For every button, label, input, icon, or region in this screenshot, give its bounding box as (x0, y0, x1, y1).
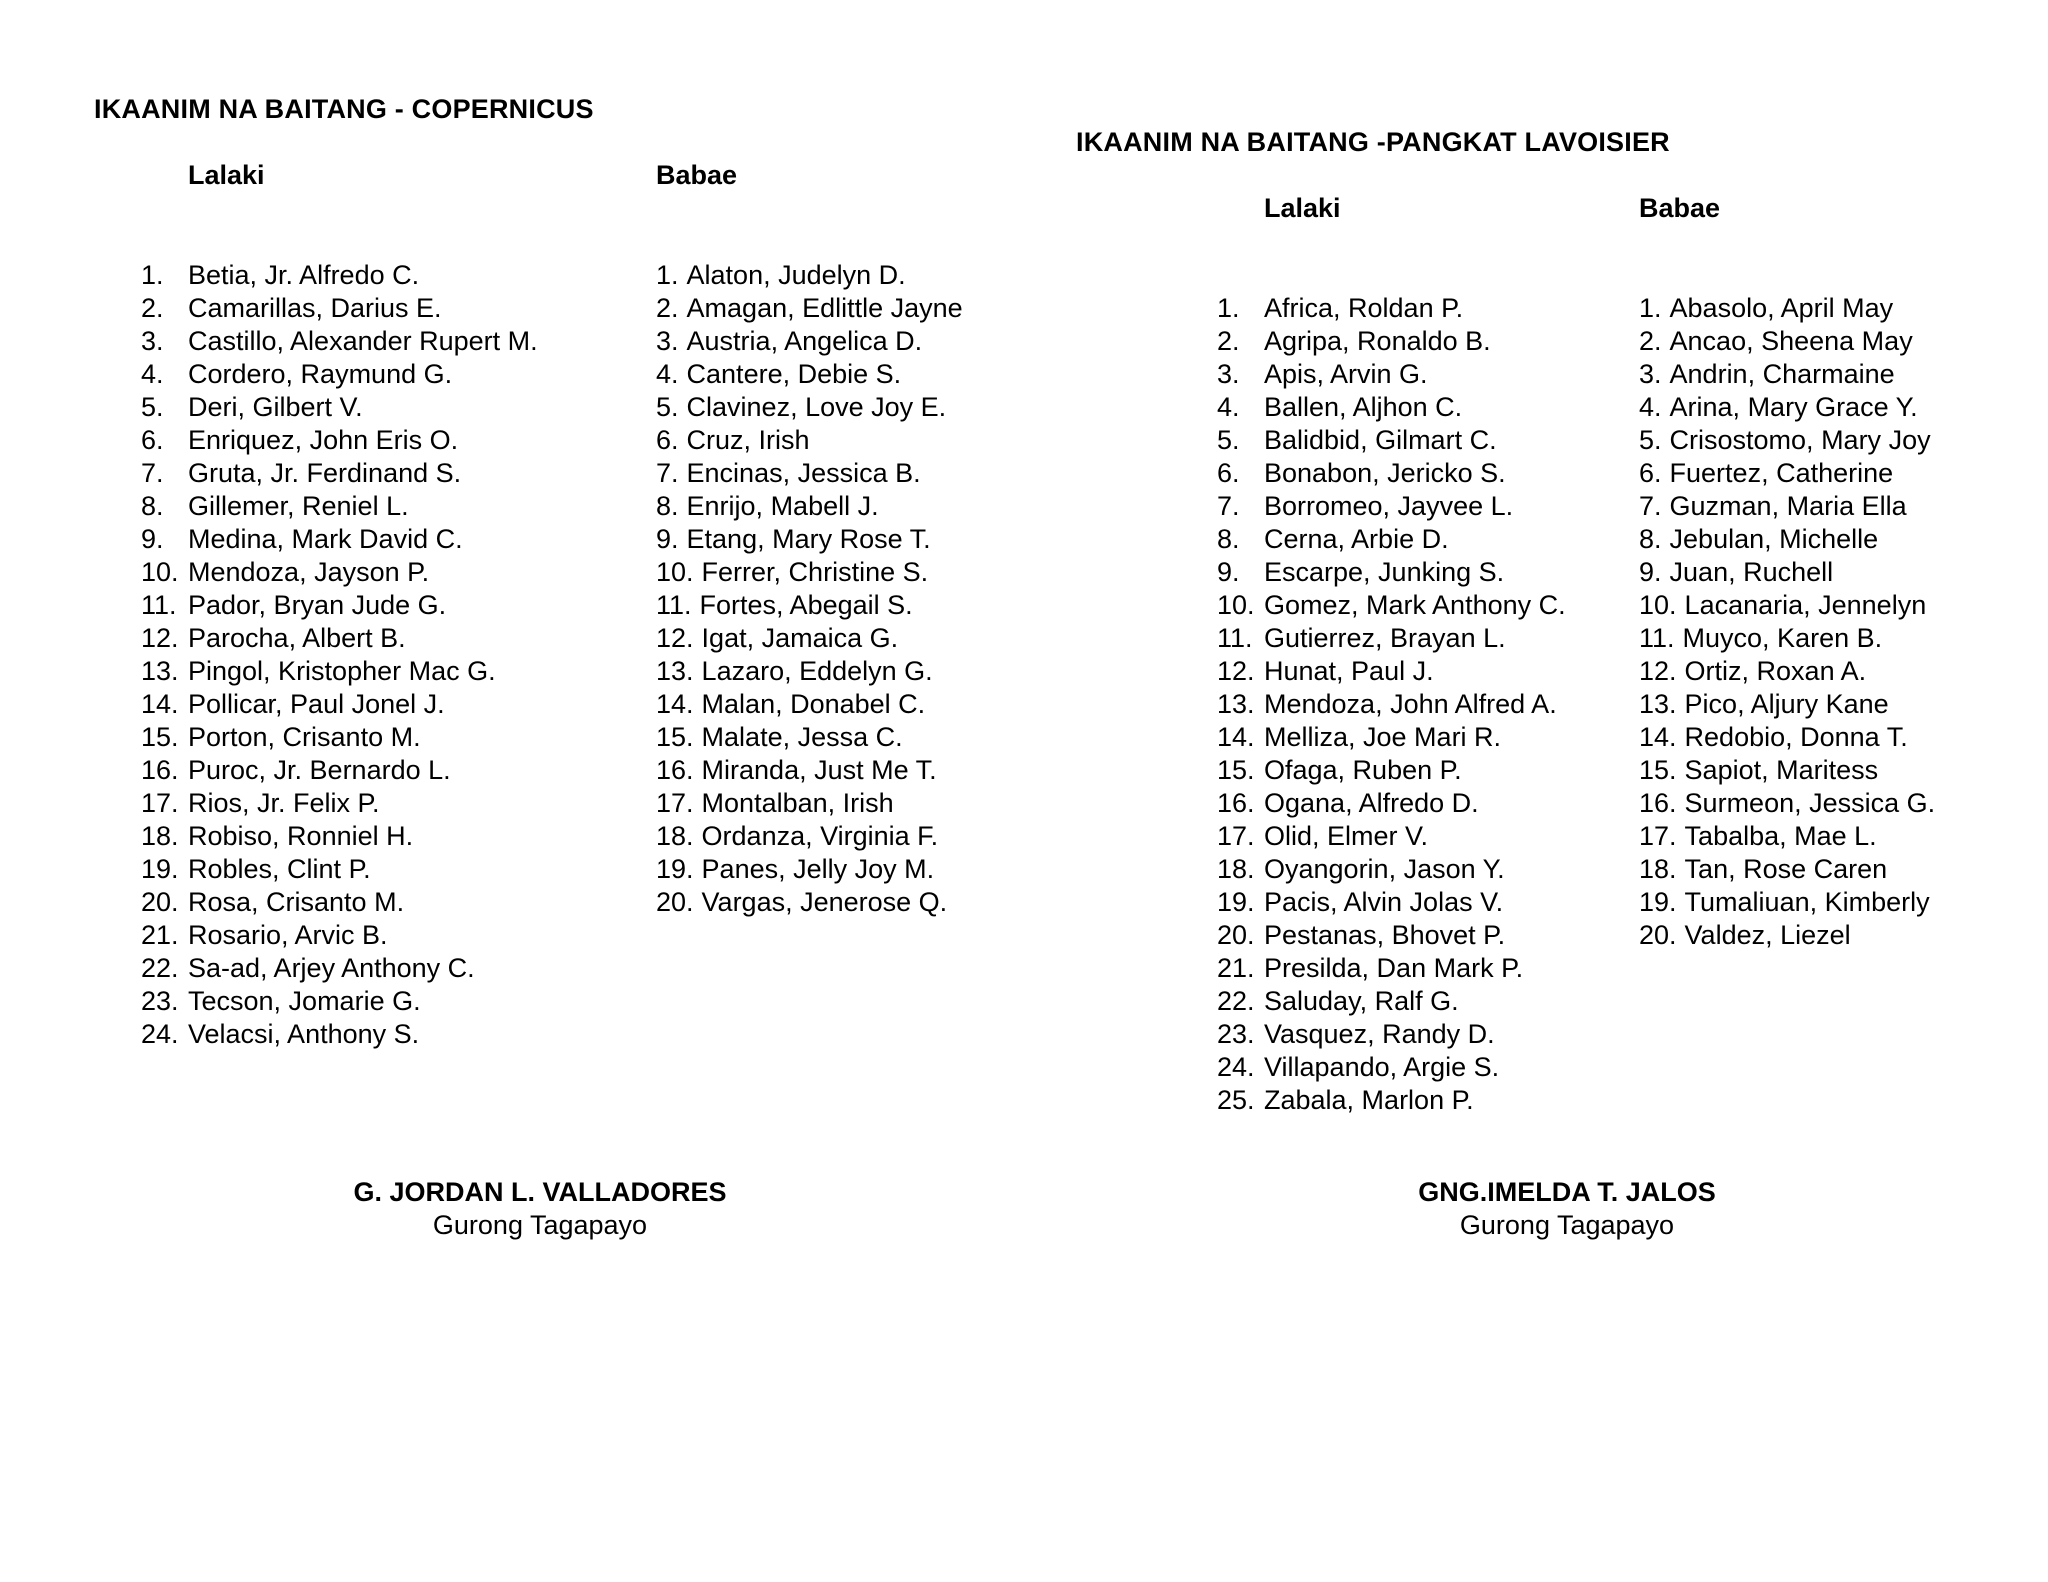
list-item-name: Etang, Mary Rose T. (686, 524, 931, 554)
list-item-number: 5. (1639, 425, 1662, 455)
copernicus-girls-label: Babae (656, 160, 738, 190)
list-item-number: 15. (656, 722, 694, 752)
list-item-number: 8. (656, 491, 679, 521)
list-item-number: 12. (1217, 656, 1255, 686)
list-item (141, 1018, 601, 1051)
list-item (141, 886, 601, 919)
list-item-name: Oyangorin, Jason Y. (1264, 854, 1505, 884)
list-item-name: Balidbid, Gilmart C. (1264, 425, 1497, 455)
lavoisier-adviser-name: GNG.IMELDA T. JALOS (1418, 1177, 1716, 1207)
list-item-name: Sapiot, Maritess (1684, 755, 1879, 785)
list-item-name: Gillemer, Reniel L. (188, 491, 409, 521)
list-item (1217, 490, 1617, 523)
list-item-number: 2. (656, 293, 679, 323)
list-item (656, 490, 1036, 523)
list-item (141, 787, 601, 820)
list-item-number: 1. (656, 260, 679, 290)
list-item-name: Parocha, Albert B. (188, 623, 406, 653)
list-item-number: 23. (141, 986, 179, 1016)
list-item-number: 17. (656, 788, 694, 818)
list-item (1639, 325, 1999, 358)
list-item-name: Lacanaria, Jennelyn (1684, 590, 1927, 620)
list-item-number: 1. (141, 260, 164, 290)
list-item-name: Ballen, Aljhon C. (1264, 392, 1463, 422)
list-item-number: 8. (1217, 524, 1240, 554)
list-item-number: 14. (1217, 722, 1255, 752)
list-item-name: Pollicar, Paul Jonel J. (188, 689, 445, 719)
list-item (141, 556, 601, 589)
list-item-number: 17. (1639, 821, 1677, 851)
list-item-name: Malate, Jessa C. (701, 722, 903, 752)
list-item (1217, 391, 1617, 424)
list-item (656, 886, 1036, 919)
list-item (1639, 688, 1999, 721)
list-item-name: Mendoza, Jayson P. (188, 557, 430, 587)
list-item-number: 18. (1217, 854, 1255, 884)
list-item-name: Ortiz, Roxan A. (1684, 656, 1867, 686)
list-item-number: 14. (141, 689, 179, 719)
copernicus-boys-label: Lalaki (188, 160, 265, 190)
list-item-name: Presilda, Dan Mark P. (1264, 953, 1524, 983)
list-item-name: Tecson, Jomarie G. (188, 986, 421, 1016)
list-item-name: Mendoza, John Alfred A. (1264, 689, 1557, 719)
list-item (656, 754, 1036, 787)
list-item (656, 820, 1036, 853)
list-item (1217, 985, 1617, 1018)
list-item-name: Muyco, Karen B. (1682, 623, 1883, 653)
list-item-name: Robiso, Ronniel H. (188, 821, 414, 851)
list-item-name: Sa-ad, Arjey Anthony C. (188, 953, 475, 983)
copernicus-boys-list (141, 259, 601, 1051)
list-item-number: 4. (1639, 392, 1662, 422)
list-item-number: 4. (141, 359, 164, 389)
list-item (1217, 820, 1617, 853)
list-item-number: 2. (1639, 326, 1662, 356)
list-item-name: Olid, Elmer V. (1264, 821, 1429, 851)
list-item-name: Tabalba, Mae L. (1684, 821, 1877, 851)
list-item (656, 589, 1036, 622)
list-item-name: Valdez, Liezel (1684, 920, 1851, 950)
list-item (656, 325, 1036, 358)
list-item-name: Encinas, Jessica B. (686, 458, 921, 488)
list-item-number: 13. (1217, 689, 1255, 719)
list-item (141, 985, 601, 1018)
list-item (141, 655, 601, 688)
list-item-name: Guzman, Maria Ella (1669, 491, 1907, 521)
list-item (1639, 655, 1999, 688)
list-item (141, 358, 601, 391)
list-item-number: 9. (656, 524, 679, 554)
list-item-number: 11. (1639, 623, 1675, 653)
list-item-name: Fortes, Abegail S. (699, 590, 913, 620)
list-item (1639, 853, 1999, 886)
list-item (141, 853, 601, 886)
list-item (656, 721, 1036, 754)
list-item-number: 15. (141, 722, 179, 752)
list-item-name: Cantere, Debie S. (686, 359, 902, 389)
list-item-number: 7. (141, 458, 164, 488)
list-item-name: Alaton, Judelyn D. (686, 260, 906, 290)
list-item (656, 688, 1036, 721)
list-item-name: Arina, Mary Grace Y. (1669, 392, 1918, 422)
list-item-name: Enrijo, Mabell J. (686, 491, 879, 521)
list-item-name: Africa, Roldan P. (1264, 293, 1464, 323)
list-item-name: Apis, Arvin G. (1264, 359, 1428, 389)
list-item (656, 292, 1036, 325)
list-item-name: Redobio, Donna T. (1684, 722, 1908, 752)
lavoisier-boys-list (1217, 292, 1617, 1117)
copernicus-adviser-name: G. JORDAN L. VALLADORES (353, 1177, 727, 1207)
list-item-number: 3. (656, 326, 679, 356)
list-item (141, 490, 601, 523)
list-item-number: 10. (656, 557, 694, 587)
list-item (1217, 589, 1617, 622)
list-item-name: Amagan, Edlittle Jayne (686, 293, 963, 323)
list-item (1639, 721, 1999, 754)
list-item-number: 18. (656, 821, 694, 851)
list-item-number: 7. (656, 458, 679, 488)
list-item-name: Pacis, Alvin Jolas V. (1264, 887, 1504, 917)
list-item (141, 523, 601, 556)
list-item (141, 820, 601, 853)
list-item (1639, 391, 1999, 424)
list-item-number: 10. (141, 557, 179, 587)
list-item (1217, 952, 1617, 985)
list-item (656, 787, 1036, 820)
list-item (141, 292, 601, 325)
list-item (656, 391, 1036, 424)
list-item-name: Malan, Donabel C. (701, 689, 926, 719)
list-item-name: Clavinez, Love Joy E. (686, 392, 947, 422)
list-item-number: 4. (656, 359, 679, 389)
list-item-name: Zabala, Marlon P. (1264, 1085, 1474, 1115)
list-item-name: Lazaro, Eddelyn G. (701, 656, 933, 686)
list-item-number: 11. (1217, 623, 1253, 653)
list-item-number: 14. (656, 689, 694, 719)
list-item-name: Puroc, Jr. Bernardo L. (188, 755, 451, 785)
list-item (1639, 787, 1999, 820)
list-item-name: Robles, Clint P. (188, 854, 371, 884)
list-item (141, 391, 601, 424)
list-item-number: 4. (1217, 392, 1240, 422)
list-item-name: Pestanas, Bhovet P. (1264, 920, 1506, 950)
list-item-name: Enriquez, John Eris O. (188, 425, 459, 455)
list-item-name: Ferrer, Christine S. (701, 557, 929, 587)
copernicus-girls-list (656, 259, 1036, 919)
list-item-number: 15. (1639, 755, 1677, 785)
list-item-number: 5. (656, 392, 679, 422)
list-item-number: 20. (1639, 920, 1677, 950)
list-item-number: 13. (656, 656, 694, 686)
list-item (1217, 358, 1617, 391)
list-item-number: 5. (1217, 425, 1240, 455)
list-item-number: 19. (656, 854, 694, 884)
list-item-name: Velacsi, Anthony S. (188, 1019, 420, 1049)
list-item-number: 12. (141, 623, 179, 653)
list-item (656, 655, 1036, 688)
list-item-number: 20. (656, 887, 694, 917)
list-item (1217, 292, 1617, 325)
list-item-number: 6. (1639, 458, 1662, 488)
list-item-number: 8. (141, 491, 164, 521)
list-item (1217, 622, 1617, 655)
list-item (141, 457, 601, 490)
list-item (1639, 589, 1999, 622)
list-item-number: 16. (1217, 788, 1255, 818)
list-item (656, 358, 1036, 391)
list-item-number: 19. (1217, 887, 1255, 917)
lavoisier-boys-label: Lalaki (1264, 193, 1341, 223)
list-item-name: Castillo, Alexander Rupert M. (188, 326, 538, 356)
list-item (1639, 292, 1999, 325)
list-item-name: Panes, Jelly Joy M. (701, 854, 935, 884)
list-item-name: Pico, Aljury Kane (1684, 689, 1889, 719)
list-item (141, 688, 601, 721)
list-item-name: Andrin, Charmaine (1669, 359, 1895, 389)
list-item (1639, 490, 1999, 523)
list-item-name: Juan, Ruchell (1669, 557, 1834, 587)
list-item-name: Pador, Bryan Jude G. (188, 590, 447, 620)
list-item-name: Cerna, Arbie D. (1264, 524, 1449, 554)
list-item-name: Vasquez, Randy D. (1264, 1019, 1495, 1049)
list-item-number: 17. (1217, 821, 1255, 851)
list-item-number: 10. (1639, 590, 1677, 620)
lavoisier-adviser-role: Gurong Tagapayo (1459, 1210, 1675, 1240)
list-item (141, 622, 601, 655)
list-item-name: Borromeo, Jayvee L. (1264, 491, 1514, 521)
list-item-number: 6. (1217, 458, 1240, 488)
list-item-number: 21. (141, 920, 179, 950)
list-item-number: 5. (141, 392, 164, 422)
list-item-name: Rios, Jr. Felix P. (188, 788, 380, 818)
list-item-number: 2. (141, 293, 164, 323)
list-item-number: 18. (1639, 854, 1677, 884)
list-item-name: Saluday, Ralf G. (1264, 986, 1459, 1016)
list-item (1217, 523, 1617, 556)
list-item-name: Porton, Crisanto M. (188, 722, 421, 752)
list-item (141, 424, 601, 457)
list-item-name: Deri, Gilbert V. (188, 392, 363, 422)
list-item-number: 3. (1217, 359, 1240, 389)
list-item-number: 9. (1639, 557, 1662, 587)
list-item-name: Austria, Angelica D. (686, 326, 923, 356)
list-item-name: Miranda, Just Me T. (701, 755, 937, 785)
list-item-number: 12. (1639, 656, 1677, 686)
copernicus-adviser (340, 1176, 740, 1242)
list-item (1639, 358, 1999, 391)
list-item (141, 754, 601, 787)
list-item (1639, 886, 1999, 919)
list-item-number: 3. (1639, 359, 1662, 389)
list-item-name: Montalban, Irish (701, 788, 894, 818)
list-item-name: Jebulan, Michelle (1669, 524, 1879, 554)
list-item (141, 325, 601, 358)
list-item-name: Betia, Jr. Alfredo C. (188, 260, 420, 290)
list-item-name: Gutierrez, Brayan L. (1264, 623, 1506, 653)
list-item-number: 6. (141, 425, 164, 455)
list-item-number: 20. (141, 887, 179, 917)
list-item-number: 11. (656, 590, 692, 620)
list-item-number: 16. (141, 755, 179, 785)
list-item-number: 15. (1217, 755, 1255, 785)
list-item (1639, 919, 1999, 952)
list-item-number: 21. (1217, 953, 1255, 983)
list-item (1217, 1018, 1617, 1051)
list-item-name: Melliza, Joe Mari R. (1264, 722, 1502, 752)
list-item-name: Surmeon, Jessica G. (1684, 788, 1936, 818)
list-item (1217, 457, 1617, 490)
list-item-name: Cordero, Raymund G. (188, 359, 453, 389)
list-item-number: 7. (1217, 491, 1240, 521)
list-item-number: 19. (1639, 887, 1677, 917)
list-item-name: Igat, Jamaica G. (701, 623, 899, 653)
list-item-number: 1. (1217, 293, 1240, 323)
list-item (656, 523, 1036, 556)
list-item-name: Ancao, Sheena May (1669, 326, 1913, 356)
list-item (1217, 688, 1617, 721)
list-item (1217, 325, 1617, 358)
list-item-number: 22. (141, 953, 179, 983)
list-item-number: 17. (141, 788, 179, 818)
list-item (1217, 1084, 1617, 1117)
list-item (141, 721, 601, 754)
list-item-number: 25. (1217, 1085, 1255, 1115)
list-item-number: 13. (141, 656, 179, 686)
list-item (1217, 1051, 1617, 1084)
list-item (656, 853, 1036, 886)
list-item-name: Rosario, Arvic B. (188, 920, 388, 950)
list-item-name: Ofaga, Ruben P. (1264, 755, 1462, 785)
list-item-number: 8. (1639, 524, 1662, 554)
list-item-name: Pingol, Kristopher Mac G. (188, 656, 496, 686)
list-item-number: 7. (1639, 491, 1662, 521)
list-item-number: 18. (141, 821, 179, 851)
list-item-number: 11. (141, 590, 177, 620)
list-item-name: Crisostomo, Mary Joy (1669, 425, 1931, 455)
list-item-number: 24. (141, 1019, 179, 1049)
list-item-name: Camarillas, Darius E. (188, 293, 442, 323)
list-item (1217, 424, 1617, 457)
list-item (141, 589, 601, 622)
list-item (656, 424, 1036, 457)
list-item-name: Bonabon, Jericko S. (1264, 458, 1506, 488)
list-item-name: Villapando, Argie S. (1264, 1052, 1500, 1082)
list-item-name: Gomez, Mark Anthony C. (1264, 590, 1566, 620)
list-item (1639, 754, 1999, 787)
list-item-name: Hunat, Paul J. (1264, 656, 1434, 686)
list-item (1639, 622, 1999, 655)
list-item (141, 259, 601, 292)
lavoisier-heading: IKAANIM NA BAITANG -PANGKAT LAVOISIER (1076, 127, 1670, 157)
list-item-number: 10. (1217, 590, 1255, 620)
list-item (656, 556, 1036, 589)
list-item (1217, 556, 1617, 589)
list-item-number: 9. (141, 524, 164, 554)
list-item-name: Escarpe, Junking S. (1264, 557, 1505, 587)
list-item-number: 22. (1217, 986, 1255, 1016)
list-item-number: 9. (1217, 557, 1240, 587)
list-item-name: Agripa, Ronaldo B. (1264, 326, 1491, 356)
list-item-name: Tumaliuan, Kimberly (1684, 887, 1930, 917)
list-item-number: 13. (1639, 689, 1677, 719)
lavoisier-adviser (1367, 1176, 1767, 1242)
list-item (1217, 853, 1617, 886)
list-item (1639, 556, 1999, 589)
list-item (1639, 457, 1999, 490)
list-item-name: Fuertez, Catherine (1669, 458, 1894, 488)
list-item (1217, 754, 1617, 787)
list-item-name: Rosa, Crisanto M. (188, 887, 405, 917)
list-item (1217, 655, 1617, 688)
list-item-number: 3. (141, 326, 164, 356)
list-item-name: Ordanza, Virginia F. (701, 821, 939, 851)
list-item-number: 14. (1639, 722, 1677, 752)
list-item (1217, 721, 1617, 754)
lavoisier-girls-list (1639, 292, 1999, 952)
list-item-name: Medina, Mark David C. (188, 524, 463, 554)
list-item (1217, 787, 1617, 820)
list-item-number: 23. (1217, 1019, 1255, 1049)
list-item-number: 6. (656, 425, 679, 455)
list-item (656, 622, 1036, 655)
list-item-number: 16. (1639, 788, 1677, 818)
list-item-number: 1. (1639, 293, 1662, 323)
list-item (656, 259, 1036, 292)
list-item (1639, 820, 1999, 853)
list-item-number: 24. (1217, 1052, 1255, 1082)
list-item-number: 2. (1217, 326, 1240, 356)
lavoisier-girls-label: Babae (1639, 193, 1721, 223)
list-item (1639, 523, 1999, 556)
list-item-number: 19. (141, 854, 179, 884)
list-item-name: Abasolo, April May (1669, 293, 1894, 323)
list-item-name: Ogana, Alfredo D. (1264, 788, 1479, 818)
list-item-name: Cruz, Irish (686, 425, 810, 455)
list-item-name: Vargas, Jenerose Q. (701, 887, 948, 917)
list-item (141, 919, 601, 952)
list-item-number: 16. (656, 755, 694, 785)
list-item (141, 952, 601, 985)
list-item (1217, 919, 1617, 952)
list-item-number: 20. (1217, 920, 1255, 950)
list-item (1639, 424, 1999, 457)
list-item (1217, 886, 1617, 919)
copernicus-adviser-role: Gurong Tagapayo (432, 1210, 648, 1240)
list-item (656, 457, 1036, 490)
list-item-number: 12. (656, 623, 694, 653)
list-item-name: Tan, Rose Caren (1684, 854, 1888, 884)
list-item-name: Gruta, Jr. Ferdinand S. (188, 458, 462, 488)
copernicus-heading: IKAANIM NA BAITANG - COPERNICUS (94, 94, 594, 124)
